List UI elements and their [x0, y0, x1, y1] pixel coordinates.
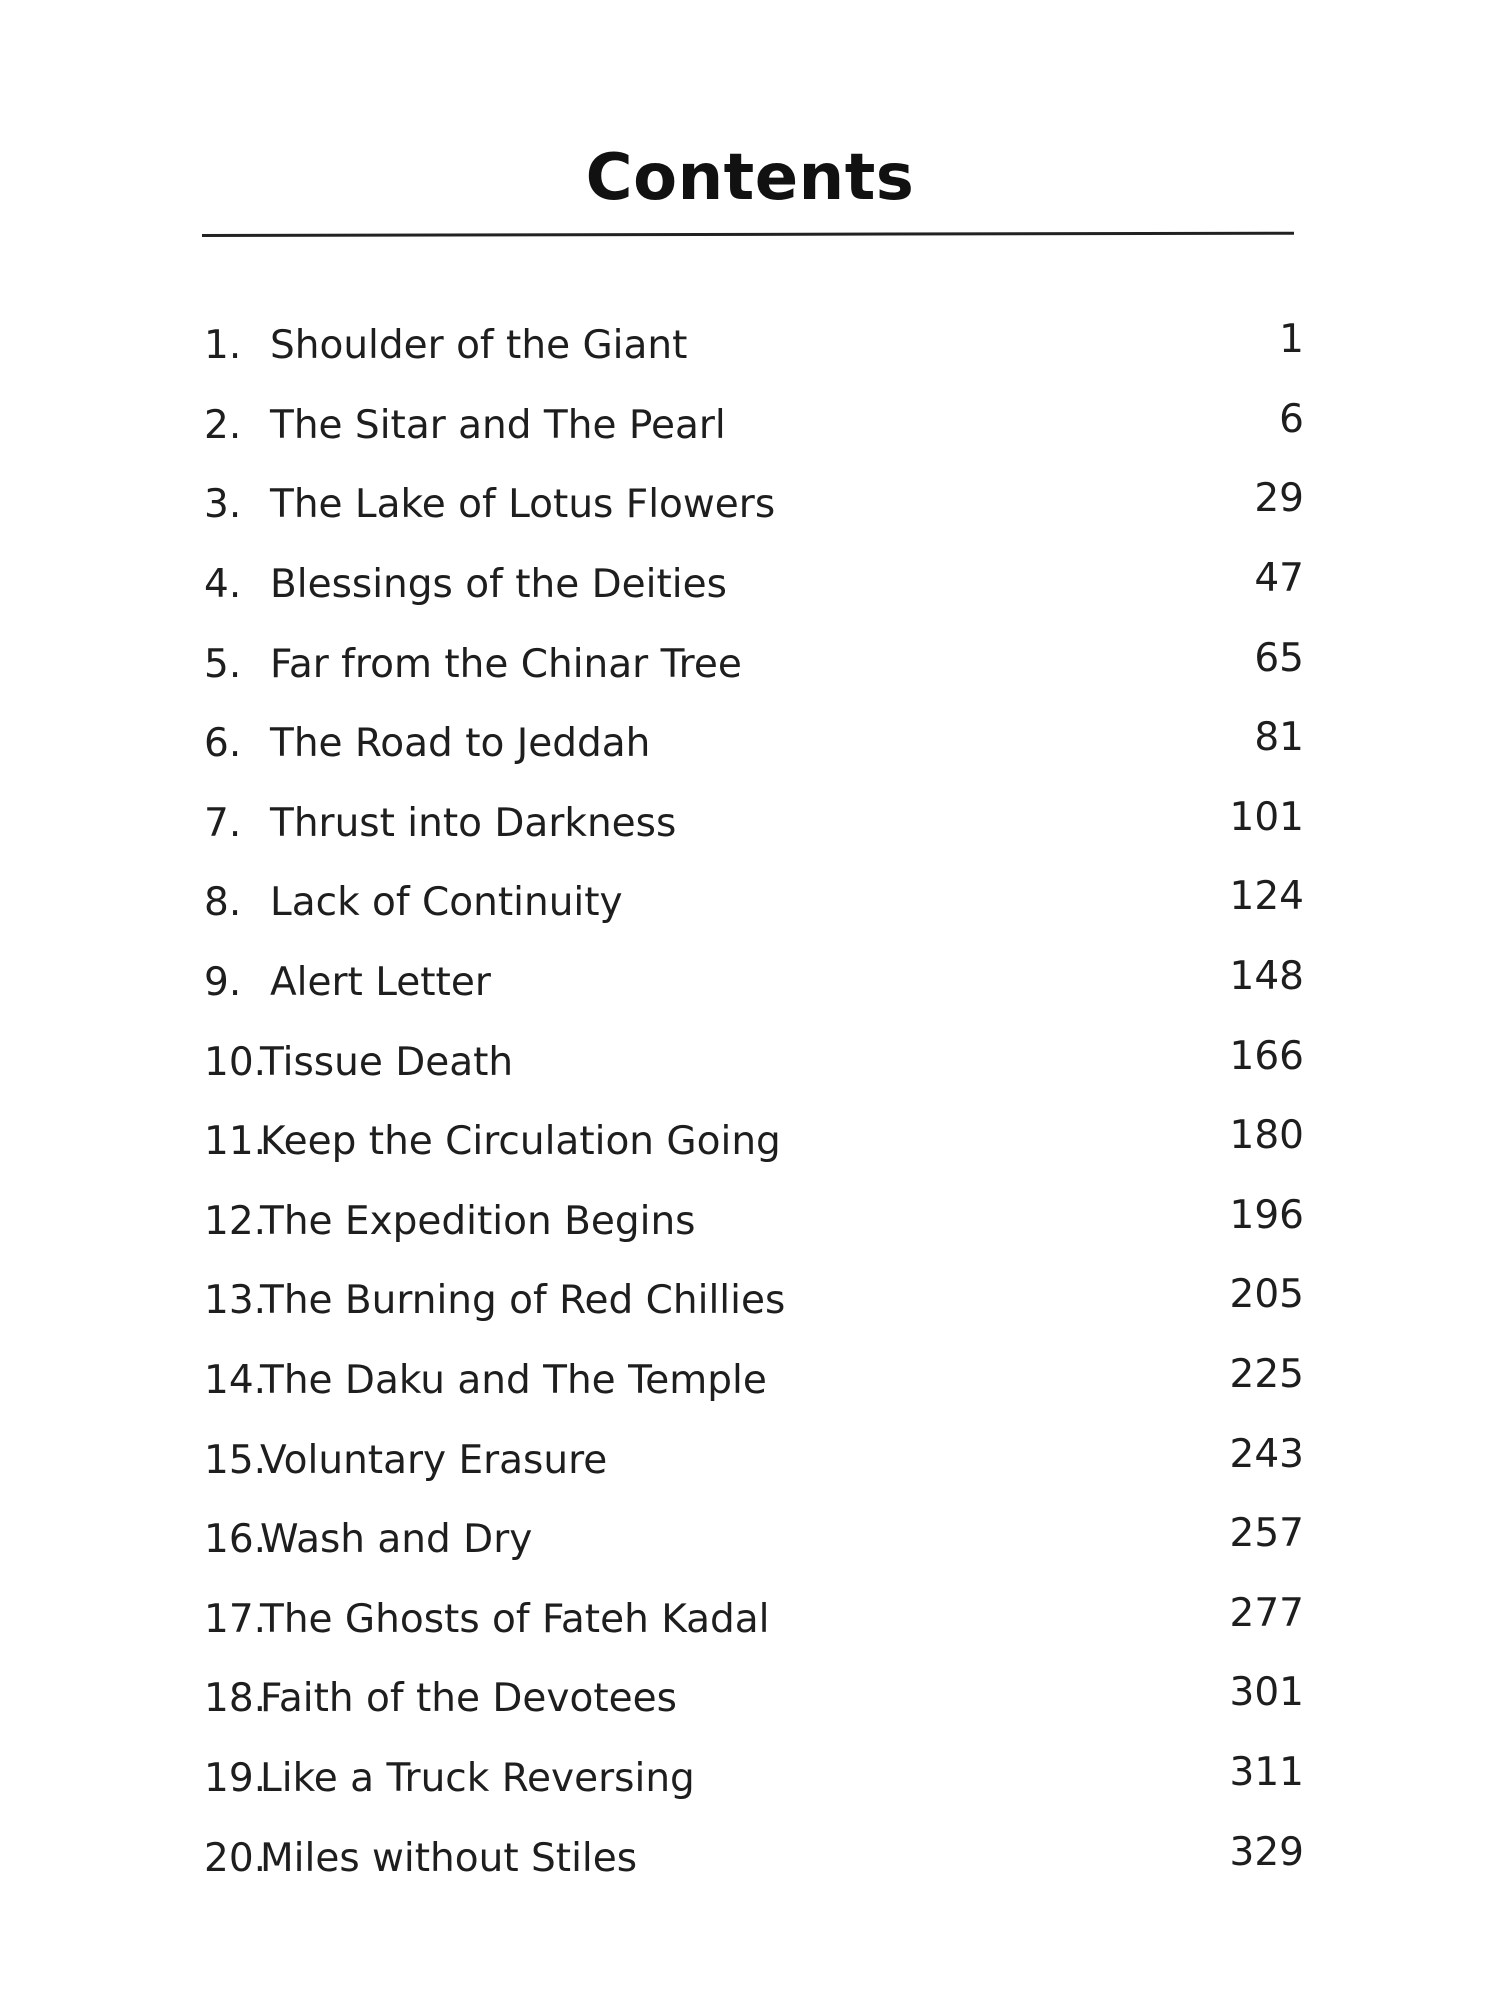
- toc-entry: [204, 306, 1304, 386]
- toc-entry: [204, 943, 1304, 1023]
- chapter-title: Wash and Dry: [260, 1517, 533, 1563]
- chapter-title: The Sitar and The Pearl: [270, 402, 726, 448]
- page-number: 6: [1279, 396, 1304, 442]
- chapter-number: 15.: [204, 1437, 267, 1483]
- toc-entry: [204, 1420, 1304, 1500]
- page-number: 124: [1229, 874, 1304, 920]
- chapter-number: 7.: [204, 800, 242, 846]
- page-number: 301: [1229, 1670, 1304, 1716]
- chapter-number: 8.: [204, 880, 242, 926]
- chapter-title: Thrust into Darkness: [270, 800, 677, 846]
- toc-entry: [204, 784, 1304, 864]
- chapter-title: Miles without Stiles: [260, 1835, 638, 1881]
- page-number: 101: [1229, 794, 1304, 840]
- toc-entry: [204, 1818, 1304, 1898]
- chapter-number: 3.: [204, 482, 242, 528]
- chapter-number: 5.: [204, 641, 242, 687]
- page-number: 47: [1254, 556, 1304, 602]
- chapter-title: Far from the Chinar Tree: [270, 641, 742, 687]
- toc-entry: [204, 1341, 1304, 1421]
- page-number: 225: [1229, 1352, 1304, 1398]
- chapter-number: 2.: [204, 402, 242, 448]
- toc-entry: [204, 704, 1304, 784]
- toc-entry: [204, 386, 1304, 466]
- toc-entry: [204, 1261, 1304, 1341]
- page-number: 148: [1229, 954, 1304, 1000]
- toc-entry: [204, 1500, 1304, 1580]
- page-number: 329: [1229, 1829, 1304, 1875]
- toc-entry: [204, 1022, 1304, 1102]
- chapter-number: 19.: [204, 1755, 267, 1801]
- page-title: Contents: [585, 141, 915, 215]
- toc-entry: [204, 863, 1304, 943]
- chapter-number: 4.: [204, 562, 242, 608]
- chapter-title: Faith of the Devotees: [260, 1676, 677, 1722]
- chapter-title: The Burning of Red Chillies: [260, 1278, 786, 1324]
- chapter-title: Blessings of the Deities: [270, 562, 727, 608]
- chapter-title: The Lake of Lotus Flowers: [270, 482, 776, 528]
- chapter-number: 20.: [204, 1835, 267, 1881]
- chapter-title: The Road to Jeddah: [270, 721, 651, 767]
- chapter-title: Voluntary Erasure: [260, 1437, 608, 1483]
- page-number: 277: [1229, 1590, 1304, 1636]
- chapter-title: The Expedition Begins: [260, 1198, 696, 1244]
- toc-entry: [204, 1659, 1304, 1739]
- toc-entry: [204, 1182, 1304, 1262]
- chapter-title: The Daku and The Temple: [260, 1358, 767, 1404]
- chapter-number: 13.: [204, 1278, 267, 1324]
- chapter-number: 12.: [204, 1198, 267, 1244]
- chapter-title: Keep the Circulation Going: [260, 1119, 781, 1165]
- chapter-number: 1.: [204, 323, 242, 369]
- page-number: 257: [1229, 1511, 1304, 1557]
- toc-entry: [204, 624, 1304, 704]
- toc-entry: [204, 1739, 1304, 1819]
- page-number: 196: [1229, 1192, 1304, 1238]
- chapter-number: 10.: [204, 1039, 267, 1085]
- chapter-title: Tissue Death: [260, 1039, 514, 1085]
- chapter-number: 9.: [204, 960, 242, 1006]
- chapter-title: The Ghosts of Fateh Kadal: [260, 1596, 770, 1642]
- chapter-number: 18.: [204, 1676, 267, 1722]
- toc-entry: [204, 1102, 1304, 1182]
- chapter-number: 14.: [204, 1358, 267, 1404]
- chapter-title: Like a Truck Reversing: [260, 1755, 695, 1801]
- chapter-title: Shoulder of the Giant: [270, 323, 688, 369]
- chapter-title: Alert Letter: [270, 960, 491, 1006]
- chapter-number: 17.: [204, 1596, 267, 1642]
- chapter-number: 11.: [204, 1119, 267, 1165]
- chapter-number: 6.: [204, 721, 242, 767]
- page-number: 81: [1254, 715, 1304, 761]
- page-number: 180: [1229, 1113, 1304, 1159]
- chapter-number: 16.: [204, 1517, 267, 1563]
- page-number: 311: [1229, 1749, 1304, 1795]
- table-of-contents: [204, 306, 1304, 1898]
- page-number: 29: [1254, 476, 1304, 522]
- toc-entry: [204, 545, 1304, 625]
- title-divider: [202, 232, 1294, 237]
- page-number: 1: [1279, 317, 1304, 363]
- page-number: 243: [1229, 1431, 1304, 1477]
- toc-entry: [204, 1580, 1304, 1660]
- page-number: 205: [1229, 1272, 1304, 1318]
- page-number: 65: [1254, 635, 1304, 681]
- page-number: 166: [1229, 1033, 1304, 1079]
- toc-entry: [204, 465, 1304, 545]
- chapter-title: Lack of Continuity: [270, 880, 623, 926]
